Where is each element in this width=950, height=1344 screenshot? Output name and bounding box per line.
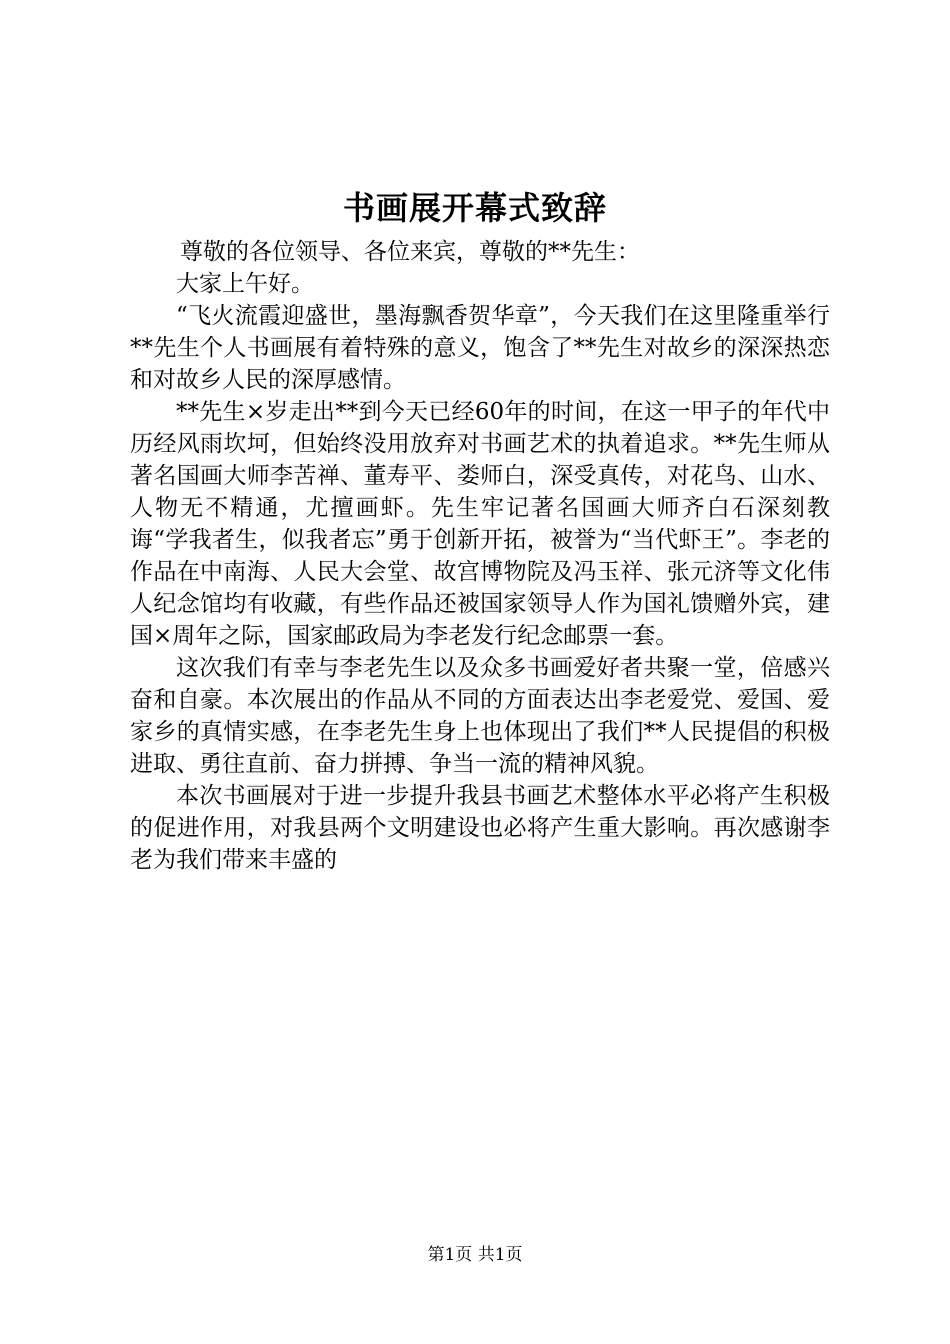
document-title: 书画展开幕式致辞 xyxy=(342,189,607,227)
salutation-paragraph: 尊敬的各位领导、各位来宾，尊敬的**先生： xyxy=(180,239,640,265)
greeting-paragraph: 大家上午好。 xyxy=(176,271,314,297)
body-paragraph-4: 本次书画展对于进一步提升我县书画艺术整体水平必将产生积极的促进作用，对我县两个文明建设也必将产生重大影响。再次感谢李老为我们带来丰盛的 xyxy=(130,783,830,873)
page-number-footer: 第1页 共1页 xyxy=(427,1245,523,1265)
body-paragraph-3: 这次我们有幸与李老先生以及众多书画爱好者共聚一堂，倍感兴奋和自豪。本次展出的作品从不同的方面表达出李老爱党、爱国、爱家乡的真情实感，在李老先生身上也体现出了我们**人民提倡的积极进取、勇往直前、奋力拼搏、争当一流的精神风貌。 xyxy=(130,655,830,777)
document-body xyxy=(130,236,830,876)
body-paragraph-2: **先生×岁走出**到今天已经60年的时间，在这一甲子的年代中历经风雨坎坷，但始终没用放弃对书画艺术的执着追求。**先生师从著名国画大师李苦禅、董寿平、娄师白，深受真传，对花鸟、山水、人物无不精通，尤擅画虾。先生牢记著名国画大师齐白石深刻教诲“学我者生，似我者忘”勇于创新开拓，被誉为“当代虾王”。李老的作品在中南海、人民大会堂、故宫博物院及冯玉祥、张元济等文化伟人纪念馆均有收藏，有些作品还被国家领导人作为国礼馈赠外宾，建国×周年之际，国家邮政局为李老发行纪念邮票一套。 xyxy=(130,399,830,649)
body-paragraph-1: “飞火流霞迎盛世，墨海飘香贺华章”，今天我们在这里隆重举行**先生个人书画展有着特殊的意义，饱含了**先生对故乡的深深热恋和对故乡人民的深厚感情。 xyxy=(130,303,830,393)
